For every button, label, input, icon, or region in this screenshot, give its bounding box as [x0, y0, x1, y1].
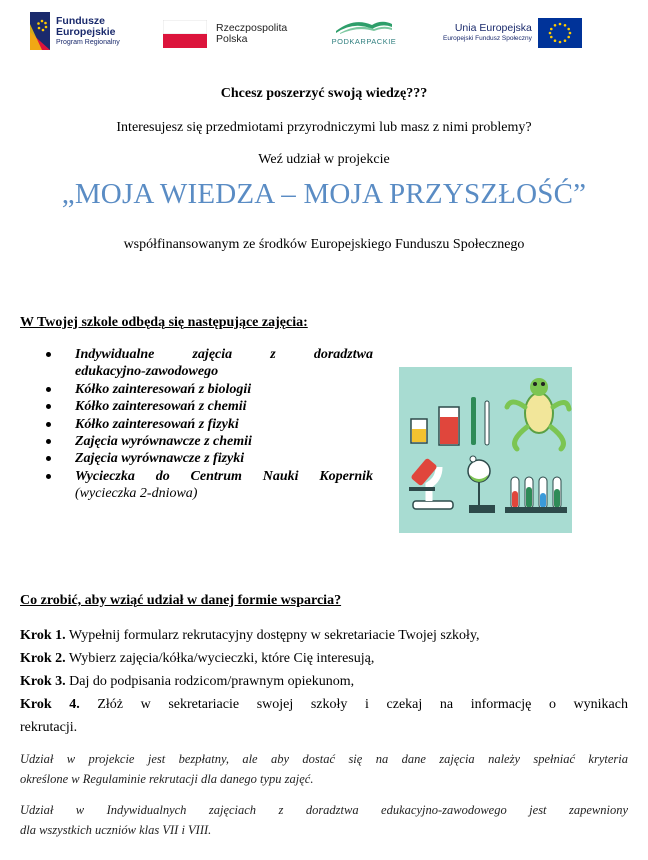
note2-line2: dla wszystkich uczniów klas VII i VIII.: [20, 823, 212, 837]
funding-line: współfinansowanym ze środków Europejskiego Funduszu Społecznego: [123, 237, 525, 252]
join-line: Weź udział w projekcie: [258, 152, 390, 167]
bullet-icon: [46, 352, 51, 357]
step-label: Krok 1.: [20, 628, 66, 643]
note1-line2: określone w Regulaminie rekrutacji dla danego typu zajęć.: [20, 772, 314, 786]
eu-flag-icon: [538, 18, 582, 48]
podkarpackie-logo: [318, 5, 410, 55]
step-text: Wypełnij formularz rekrutacyjny dostępny w sekretariacie Twojej szkoły,: [65, 628, 480, 643]
list-item: [20, 670, 628, 693]
logo-bar: [0, 0, 648, 62]
course-label-cont: edukacyjno-zawodowego: [75, 364, 219, 380]
bullet-icon: [46, 404, 51, 409]
course-label: Wycieczka do Centrum Nauki Kopernik: [75, 468, 373, 484]
step-label: Krok 4.: [20, 697, 80, 712]
step-text: Daj do podpisania rodzicom/prawnym opiekunom,: [65, 674, 355, 689]
rzeczpospolita-logo: [163, 20, 287, 48]
bullet-icon: [46, 456, 51, 461]
bullet-icon: [46, 439, 51, 444]
bullet-icon: [46, 474, 51, 479]
podkarpackie-mountains-icon: [334, 15, 394, 35]
unia-europejska-logo: [443, 18, 582, 48]
note-free-participation: [20, 749, 628, 789]
course-label: Kółko zainteresowań z biologii: [75, 381, 252, 397]
note1-line1: Udział w projekcie jest bezpłatny, ale aby dostać się na dane zajęcia należy spełniać kryteria: [20, 752, 628, 766]
bullet-icon: [46, 387, 51, 392]
list-item: [20, 693, 628, 716]
list-item: [38, 398, 373, 415]
step-text: Wybierz zajęcia/kółka/wycieczki, które Cię interesują,: [65, 651, 375, 666]
list-item: [20, 647, 628, 670]
beaker-icon: [411, 419, 427, 443]
list-item: [38, 416, 373, 433]
ue-line2: Europejski Fundusz Społeczny: [443, 35, 532, 43]
step-label: Krok 3.: [20, 674, 66, 689]
fundusze-europejskie-logo: [30, 12, 120, 50]
list-item: [38, 381, 373, 398]
rp-line2: Polska: [216, 33, 248, 45]
steps-list: [20, 624, 628, 739]
step-text-cont: rekrutacji.: [20, 720, 78, 735]
bullet-icon: [46, 422, 51, 427]
interest-line: Interesujesz się przedmiotami przyrodniczymi lub masz z nimi problemy?: [116, 120, 532, 135]
fe-line1: Fundusze: [56, 14, 105, 27]
fe-line3: Program Regionalny: [56, 38, 120, 46]
course-label: Indywidualne zajęcia z doradztwa: [75, 347, 373, 362]
science-lab-illustration: [399, 367, 572, 533]
course-label: Kółko zainteresowań z fizyki: [75, 416, 239, 432]
course-label: Zajęcia wyrównawcze z fizyki: [75, 451, 245, 467]
note-career-advice: [20, 800, 628, 840]
fe-flag-icon: [30, 12, 50, 50]
courses-heading: W Twojej szkole odbędą się następujące zajęcia:: [20, 315, 308, 330]
step-text: Złóż w sekretariacie swojej szkoły i czekaj na informację o wynikach: [79, 697, 628, 712]
rp-line1: Rzeczpospolita: [216, 21, 288, 34]
course-label: Kółko zainteresowań z chemii: [75, 399, 247, 415]
list-item: [20, 624, 628, 647]
ue-line1: Unia Europejska: [454, 22, 532, 35]
list-item: [38, 468, 373, 503]
fe-line2: Europejskie: [56, 25, 116, 38]
project-title: „MOJA WIEDZA – MOJA PRZYSZŁOŚĆ”: [61, 178, 587, 210]
red-jar-icon: [439, 407, 459, 445]
podkarpackie-name: PODKARPACKIE: [331, 36, 397, 46]
course-label: Zajęcia wyrównawcze z chemii: [75, 434, 252, 450]
courses-list: [38, 346, 373, 503]
step-label: Krok 2.: [20, 651, 66, 666]
course-note: (wycieczka 2-dniowa): [75, 486, 198, 502]
list-item: [38, 433, 373, 450]
note2-line1: Udział w Indywidualnych zajęciach z doradztwa edukacyjno-zawodowego jest zapewniony: [20, 803, 628, 817]
steps-heading: Co zrobić, aby wziąć udział w danej formie wsparcia?: [20, 593, 342, 608]
polish-flag-icon: [163, 20, 207, 48]
list-item: [38, 450, 373, 467]
headline-question: Chcesz poszerzyć swoją wiedzę???: [220, 86, 428, 101]
list-item: [38, 346, 373, 381]
